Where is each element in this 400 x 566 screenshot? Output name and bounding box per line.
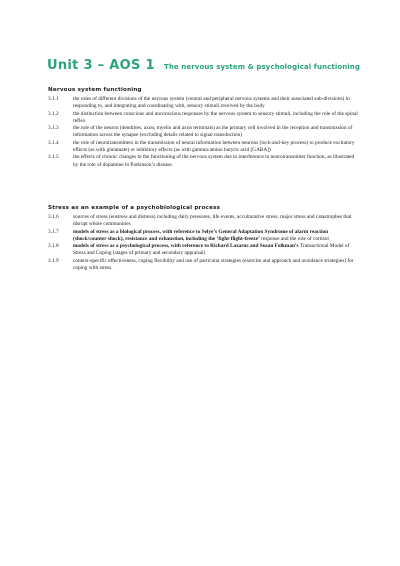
item-number: 3.1.4: [48, 139, 59, 146]
list-item: [48, 214, 358, 229]
item-number: 3.1.1: [48, 96, 59, 102]
item-number: 3.1.3: [48, 125, 59, 132]
item-text: the roles of different divisions of the nervous system (central and peripheral nervous systems and their associated sub-divisions) in responding to, and integrating and coordinating with, sensory stimuli received by the body: [73, 96, 350, 110]
list-item: [48, 111, 358, 126]
item-text: context-specific effectiveness, coping flexibility and use of particular strategies (exercise and approach and avoidance strategies) for coping with stress.: [73, 257, 354, 272]
item-number: 3.1.5: [48, 154, 59, 161]
item-text: [73, 243, 358, 258]
section-heading-nervous-system: Nervous system functioning: [48, 87, 142, 93]
item-number: 3.1.9: [48, 257, 59, 264]
list-item: [48, 229, 358, 244]
item-number: 3.1.2: [48, 110, 59, 117]
item-number: 3.1.6: [48, 214, 59, 220]
page-title: [47, 54, 377, 73]
list-item: [48, 154, 358, 169]
item-text: the role of the neuron (dendrites, axon, myelin and axon terminals) as the primary cell involved in the reception and transmission of information across the synapse (excluding details related to signal transduction): [73, 125, 353, 139]
item-bold-text: models of stress as a psychological process, with reference to Richard Lazarus and Susan Folkman’s: [73, 243, 299, 250]
item-text: [73, 229, 358, 244]
item-text: the role of neurotransmitters in the transmission of neural information between neurons (lock-and-key process) to produce excitatory effects (as with glutamate) or inhibitory effects (as with gamma-amino butyric acid [GABA]): [73, 139, 355, 154]
item-regular-text: response and the role of cortisol: [259, 235, 329, 242]
item-text: the effects of chronic changes to the functioning of the nervous system due to interference to neurotransmitter function, as illustrated by the role of dopamine in Parkinson’s disease.: [73, 154, 355, 168]
unit-title: Unit 3 – AOS 1: [47, 58, 155, 73]
item-number: 3.1.7: [48, 228, 59, 235]
item-bold-text: models of stress as a biological process, with reference to Selye’s General Adaptation Syndrome of alarm reaction (shock/counter shock), resistance and exhaustion, including the ‘fight-flight-freeze’: [73, 228, 329, 242]
section-items-stress: [48, 214, 358, 272]
section-items-nervous-system: [48, 96, 358, 169]
item-number: 3.1.8: [48, 243, 59, 250]
item-text: sources of stress (eustress and distress) including daily pressures, life events, acculturative stress, major stress and catastrophes that disrupt whole communities: [73, 214, 352, 228]
list-item: [48, 140, 358, 155]
section-heading-stress: Stress as an example of a psychobiological process: [48, 205, 221, 211]
list-item: [48, 125, 358, 140]
list-item: [48, 258, 358, 273]
list-item: [48, 96, 358, 111]
list-item: [48, 243, 358, 258]
item-text: the distinction between conscious and unconscious responses by the nervous system to sensory stimuli, including the role of the spinal reflex: [73, 110, 358, 124]
unit-subtitle: The nervous system & psychological functioning: [163, 63, 361, 71]
item-regular-text: Transactional Model of Stress and Coping (stages of primary and secondary appraisal): [73, 243, 350, 257]
